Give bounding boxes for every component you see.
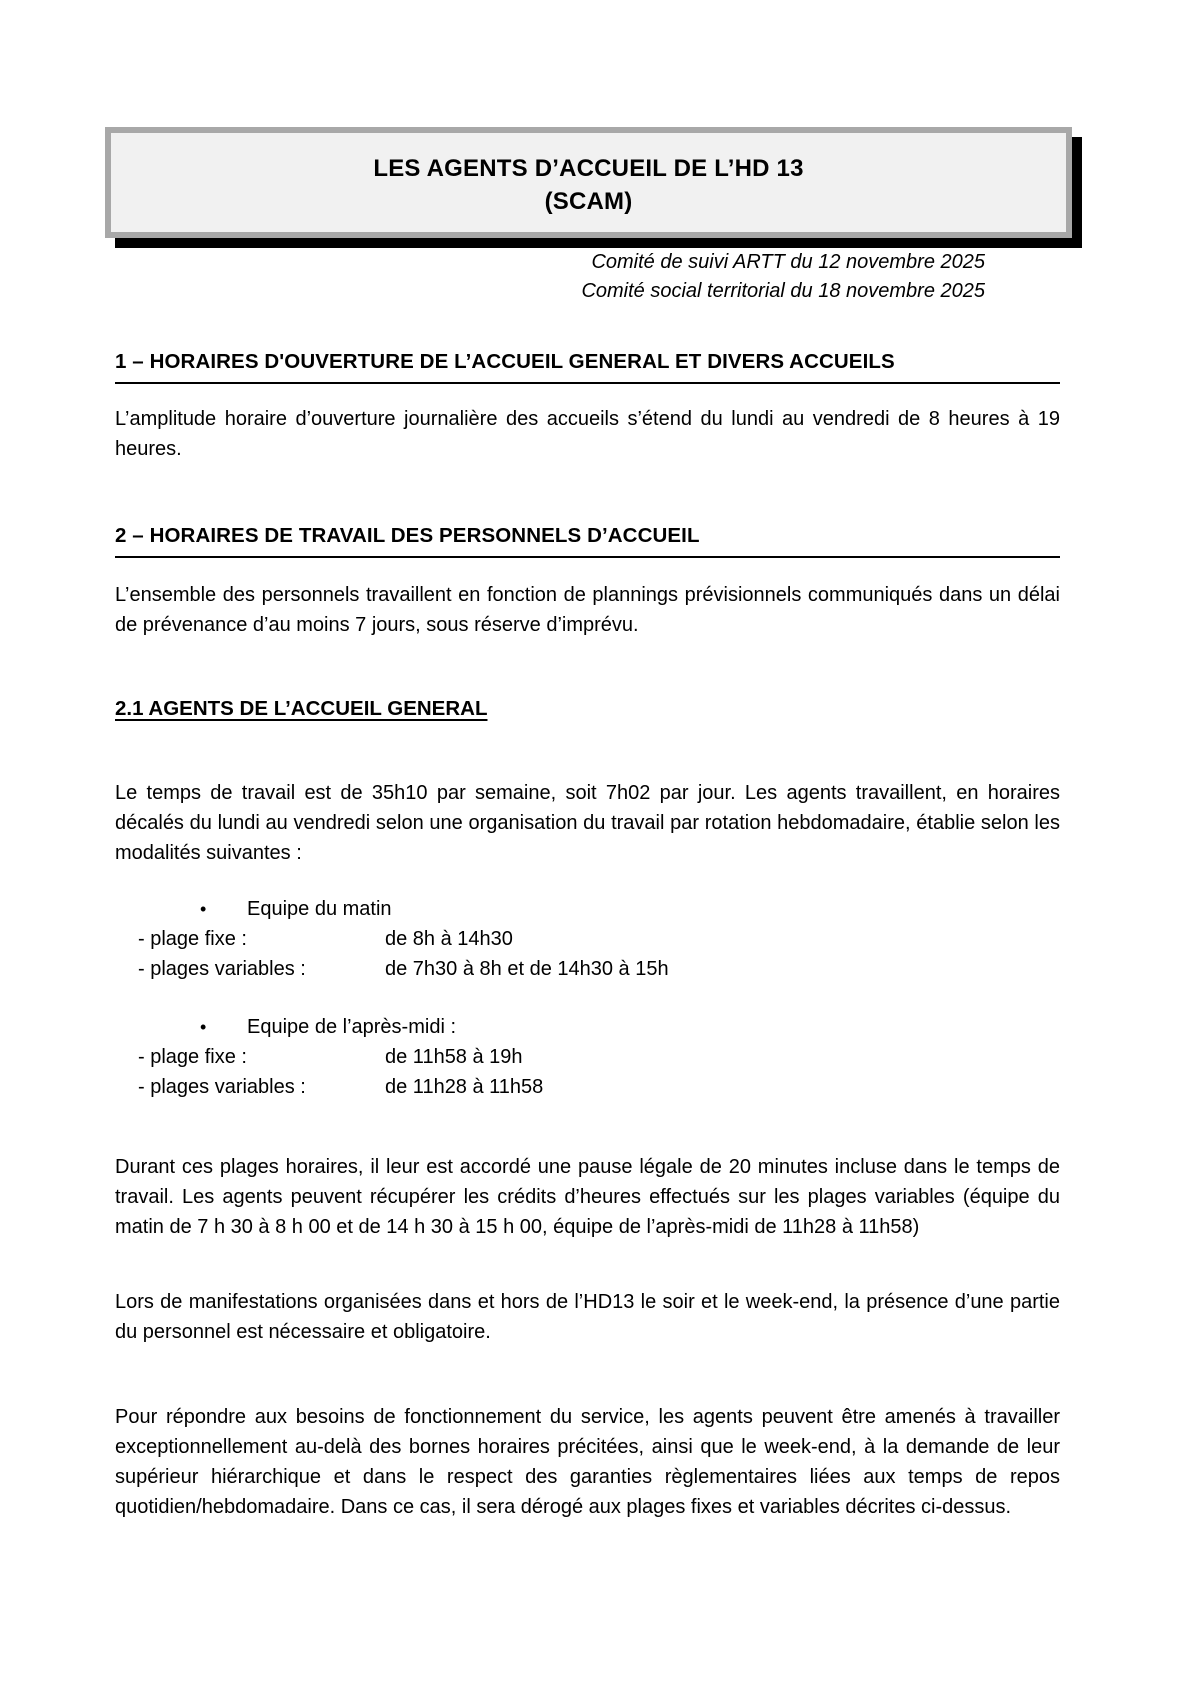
doc-title-line-2: (SCAM) — [544, 188, 633, 215]
team-name: Equipe du matin — [247, 898, 392, 920]
manifestations-paragraph: Lors de manifestations organisées dans et hors de l’HD13 le soir et le week-end, la présence d’une partie du personnel est nécessaire et obligatoire. — [115, 1291, 1060, 1343]
section-2-paragraph: L’ensemble des personnels travaillent en fonction de plannings prévisionnels communiqués dans un délai de prévenance d’au moins 7 jours, sous réserve d’imprévu. — [115, 584, 1060, 636]
service-needs-paragraph: Pour répondre aux besoins de fonctionnement du service, les agents peuvent être amenés à travailler exceptionnellement au-delà des bornes horaires précitées, ainsi que le week-end, à la demande de leur supérieur hiérarchique et dans le respect des garanties règlementaires liées aux temps de repos quotidien/hebdomadaire. Dans ce cas, il sera dérogé aux plages fixes et variables décrites ci-dessus. — [115, 1406, 1060, 1518]
schedule-label: - plages variables : — [138, 1076, 306, 1098]
afternoon-team-block — [115, 1012, 1060, 1102]
afternoon-team-title-line — [115, 1012, 1060, 1042]
schedule-value: de 8h à 14h30 — [385, 928, 513, 950]
schedule-row — [115, 954, 1060, 984]
schedule-label: - plage fixe : — [138, 928, 247, 950]
document-content — [0, 248, 1188, 1522]
bullet-icon: • — [200, 899, 207, 919]
doc-title-line-1: LES AGENTS D’ACCUEIL DE L’HD 13 — [373, 155, 804, 182]
meta-line-cst: Comité social territorial du 18 novembre 2025 — [581, 280, 985, 302]
schedule-value: de 11h58 à 19h — [385, 1046, 523, 1068]
worktime-intro-paragraph: Le temps de travail est de 35h10 par semaine, soit 7h02 par jour. Les agents travaillent, en horaires décalés du lundi au vendredi selon une organisation du travail par rotation hebdomadaire, établie selon les modalités suivantes : — [115, 782, 1060, 864]
team-name: Equipe de l’après-midi : — [247, 1016, 456, 1038]
title-box — [105, 127, 1072, 238]
schedule-label: - plage fixe : — [138, 1046, 247, 1068]
schedule-row — [115, 924, 1060, 954]
meta-line-artt: Comité de suivi ARTT du 12 novembre 2025 — [591, 251, 985, 273]
schedule-value: de 7h30 à 8h et de 14h30 à 15h — [385, 958, 669, 980]
bullet-icon: • — [200, 1017, 207, 1037]
schedule-label: - plages variables : — [138, 958, 306, 980]
committee-meta — [115, 248, 1060, 306]
section-2-heading: 2 – HORAIRES DE TRAVAIL DES PERSONNELS D’ACCUEIL — [115, 522, 1060, 558]
pause-paragraph: Durant ces plages horaires, il leur est accordé une pause légale de 20 minutes incluse dans le temps de travail. Les agents peuvent récupérer les crédits d’heures effectués sur les plages variables (équipe du matin de 7 h 30 à 8 h 00 et de 14 h 30 à 15 h 00, équipe de l’après-midi de 11h28 à 11h58) — [115, 1156, 1060, 1238]
schedule-value: de 11h28 à 11h58 — [385, 1076, 544, 1098]
section-1-paragraph: L’amplitude horaire d’ouverture journalière des accueils s’étend du lundi au vendredi de 8 heures à 19 heures. — [115, 408, 1060, 460]
morning-team-title-line — [115, 894, 1060, 924]
schedule-row — [115, 1072, 1060, 1102]
section-2-1-heading: 2.1 AGENTS DE L’ACCUEIL GENERAL — [115, 697, 488, 720]
section-1-heading: 1 – HORAIRES D'OUVERTURE DE L’ACCUEIL GENERAL ET DIVERS ACCUEILS — [115, 348, 1060, 384]
morning-team-block — [115, 894, 1060, 984]
schedule-row — [115, 1042, 1060, 1072]
